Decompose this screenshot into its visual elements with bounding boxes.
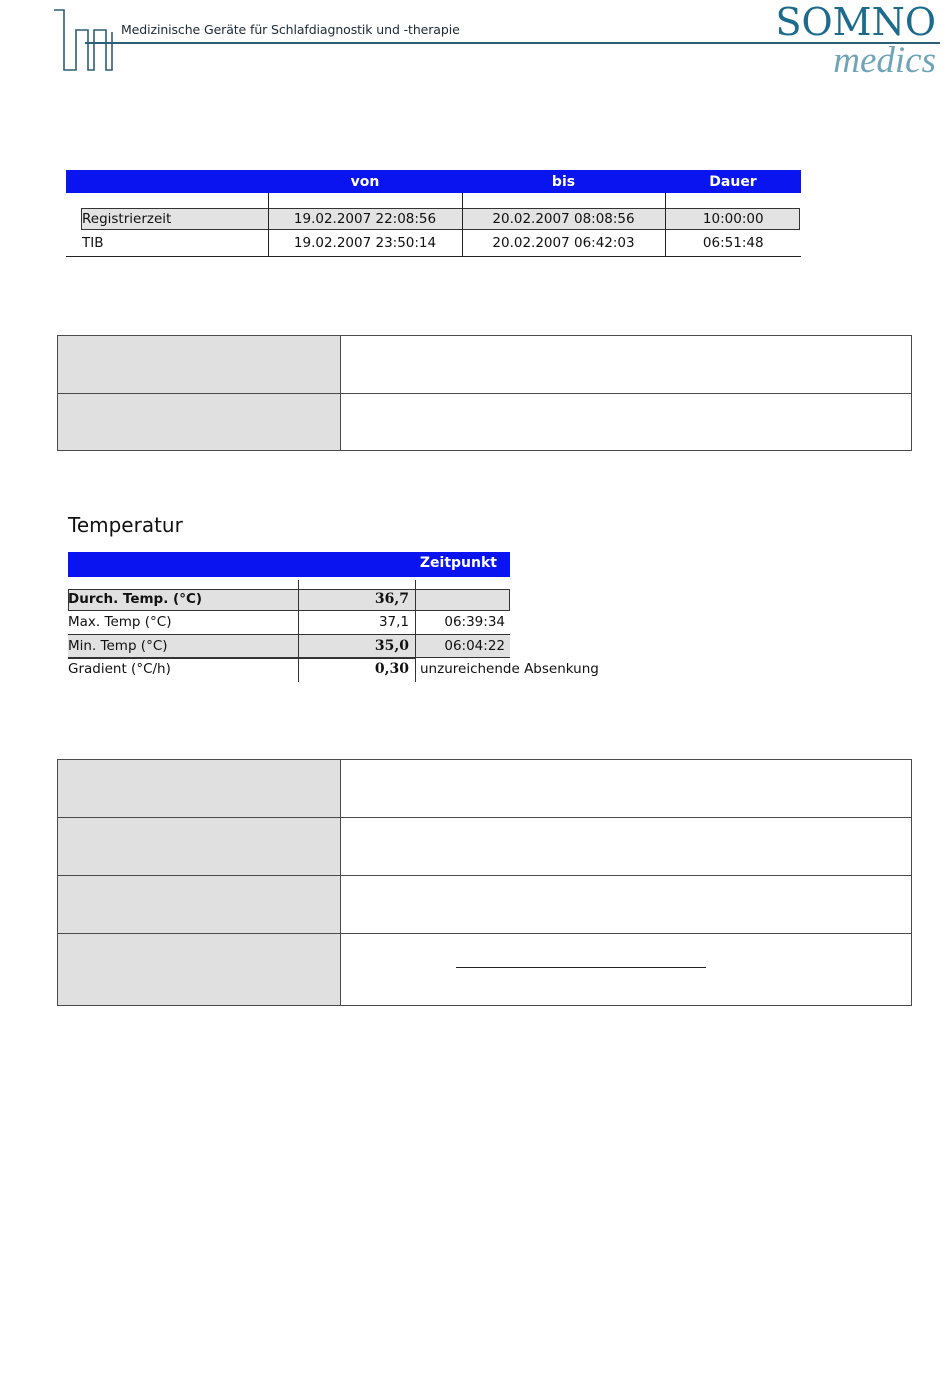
row-bis: 20.02.2007 06:42:03 bbox=[462, 230, 665, 256]
info-value-cell bbox=[341, 394, 911, 450]
info-row bbox=[58, 336, 911, 394]
header-empty bbox=[66, 170, 268, 193]
info-label-cell bbox=[58, 876, 341, 933]
table-row bbox=[66, 230, 801, 256]
temp-row-value: 0,30 bbox=[374, 661, 409, 677]
brand-name-medics: medics bbox=[833, 40, 936, 81]
row-dauer: 10:00:00 bbox=[702, 211, 764, 227]
temperature-header-bar bbox=[68, 552, 510, 577]
info-row bbox=[58, 818, 911, 876]
temp-row-value: 35,0 bbox=[374, 638, 409, 654]
info-value-cell bbox=[341, 760, 911, 817]
header-von: von bbox=[350, 173, 380, 190]
info-label-cell bbox=[58, 934, 341, 1005]
recording-time-table bbox=[66, 170, 802, 251]
info-box-upper bbox=[57, 335, 912, 451]
temperature-table bbox=[68, 552, 613, 684]
row-label-registrierzeit: Registrierzeit bbox=[66, 208, 268, 230]
signature-line bbox=[456, 967, 706, 968]
company-logo-mark-icon bbox=[50, 6, 120, 76]
temp-row-label: Durch. Temp. (°C) bbox=[68, 591, 203, 607]
recording-header-row bbox=[66, 170, 801, 193]
row-von: 19.02.2007 22:08:56 bbox=[268, 208, 462, 230]
temp-row-label: Max. Temp (°C) bbox=[68, 614, 172, 630]
row-dauer: 06:51:48 bbox=[702, 234, 764, 251]
info-label-cell bbox=[58, 760, 341, 817]
info-label-cell bbox=[58, 394, 341, 450]
temp-row-time: 06:04:22 bbox=[444, 638, 505, 654]
table-row bbox=[66, 208, 801, 230]
info-label-cell bbox=[58, 336, 341, 393]
row-bis: 20.02.2007 08:08:56 bbox=[462, 208, 665, 230]
info-row bbox=[58, 934, 911, 1005]
spacer-row bbox=[66, 193, 801, 208]
info-row bbox=[58, 394, 911, 450]
row-von: 19.02.2007 23:50:14 bbox=[268, 230, 462, 256]
info-value-cell bbox=[341, 876, 911, 933]
info-label-cell bbox=[58, 818, 341, 875]
info-value-cell bbox=[341, 818, 911, 875]
row-label-tib: TIB bbox=[66, 230, 268, 256]
info-box-lower bbox=[57, 759, 912, 1006]
temp-row-note: unzureichende Absenkung bbox=[420, 661, 599, 677]
info-row bbox=[58, 876, 911, 934]
company-tagline: Medizinische Geräte für Schlafdiagnostik und -therapie bbox=[121, 22, 460, 37]
brand-name-somno: SOMNO bbox=[775, 0, 936, 44]
info-value-cell bbox=[341, 336, 911, 393]
info-value-cell bbox=[341, 934, 911, 1005]
header-dauer: Dauer bbox=[709, 173, 757, 190]
temp-row-time: 06:39:34 bbox=[444, 614, 505, 630]
header-zeitpunkt: Zeitpunkt bbox=[419, 555, 497, 571]
temp-row-label: Min. Temp (°C) bbox=[68, 638, 168, 654]
temp-row-value: 37,1 bbox=[378, 614, 409, 630]
header-bis: bis bbox=[551, 173, 576, 190]
temperature-title: Temperatur bbox=[68, 513, 183, 537]
temp-row-label: Gradient (°C/h) bbox=[68, 661, 171, 677]
info-row bbox=[58, 760, 911, 818]
temp-row-value: 36,7 bbox=[374, 591, 409, 607]
